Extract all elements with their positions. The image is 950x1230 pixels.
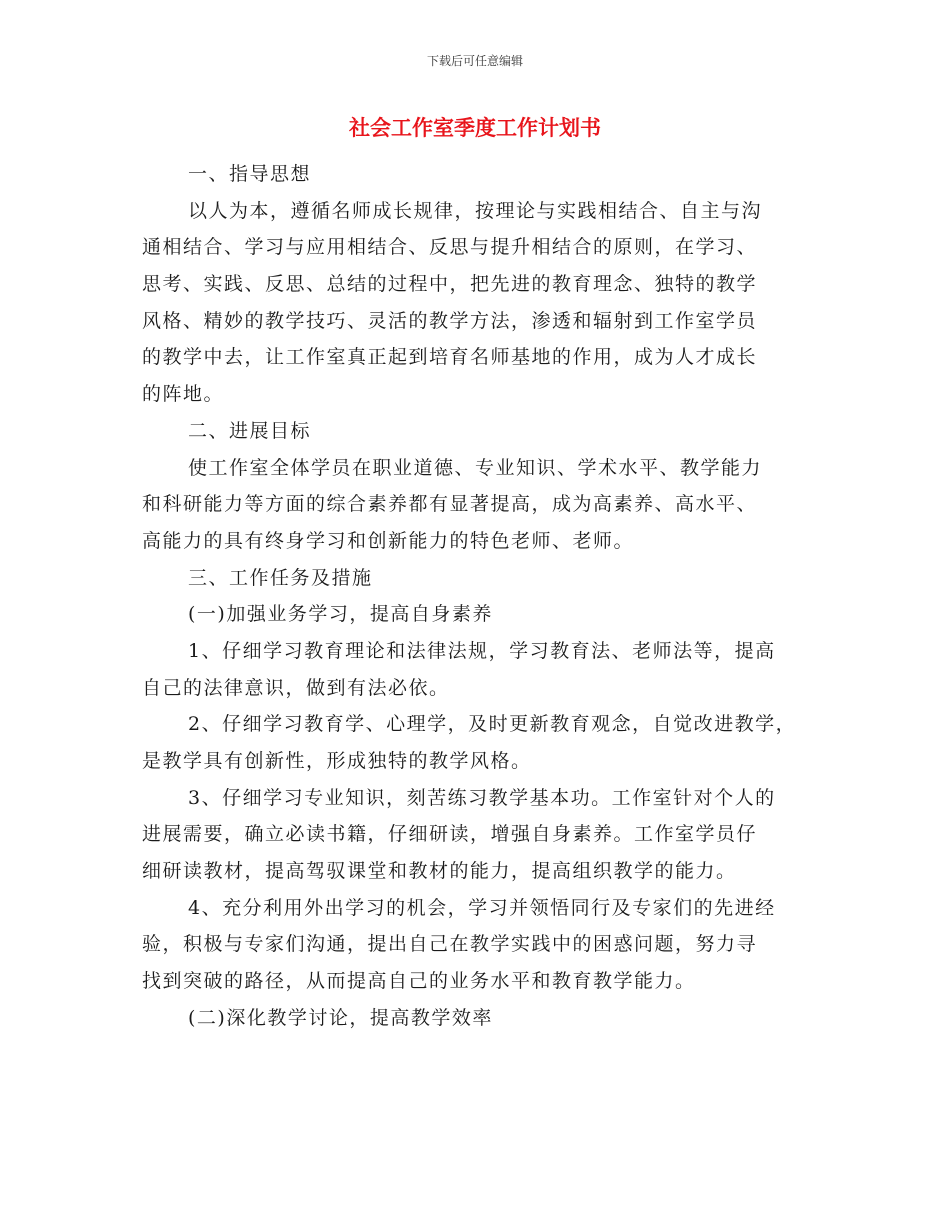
section-heading: 一、指导思想 [188, 163, 312, 185]
paragraph-line: 4、充分利用外出学习的机会，学习并领悟同行及专家们的先进经 [188, 896, 776, 919]
document-title: 社会工作室季度工作计划书 [349, 115, 601, 140]
paragraph-line: 进展需要，确立必读书籍，仔细研读，增强自身素养。工作室学员仔 [142, 823, 758, 846]
paragraph-line: 2、仔细学习教育学、心理学，及时更新教育观念，自觉改进教学， [188, 713, 797, 736]
paragraph-line: 验，积极与专家们沟通，提出自己在教学实践中的困惑问题，努力寻 [142, 933, 758, 956]
paragraph-line: 的阵地。 [142, 383, 225, 406]
paragraph-line: 通相结合、学习与应用相结合、反思与提升相结合的原则，在学习、 [142, 236, 758, 259]
paragraph-line: 使工作室全体学员在职业道德、专业知识、学术水平、教学能力 [188, 456, 763, 479]
section-heading: 三、工作任务及措施 [188, 566, 373, 589]
paragraph-line: 的教学中去，让工作室真正起到培育名师基地的作用，成为人才成长 [142, 346, 758, 369]
paragraph-line: 3、仔细学习专业知识，刻苦练习教学基本功。工作室针对个人的 [188, 786, 776, 809]
section-heading: 二、进展目标 [188, 419, 312, 442]
page-header-note: 下载后可任意编辑 [426, 54, 523, 68]
paragraph-line: 高能力的具有终身学习和创新能力的特色老师、老师。 [142, 529, 635, 552]
paragraph-line: 细研读教材，提高驾驭课堂和教材的能力，提高组织教学的能力。 [142, 860, 737, 883]
subsection-heading: (一)加强业务学习，提高自身素养 [188, 603, 493, 626]
paragraph-line: 自己的法律意识，做到有法必依。 [142, 676, 450, 699]
paragraph-line: 是教学具有创新性，形成独特的教学风格。 [142, 750, 532, 772]
paragraph-line: 和科研能力等方面的综合素养都有显著提高，成为高素养、高水平、 [142, 493, 758, 516]
subsection-heading: (二)深化教学讨论，提高教学效率 [188, 1006, 493, 1029]
paragraph-line: 1、仔细学习教育理论和法律法规，学习教育法、老师法等，提高 [188, 639, 776, 662]
paragraph-line: 找到突破的路径，从而提高自己的业务水平和教育教学能力。 [142, 970, 696, 993]
paragraph-line: 思考、实践、反思、总结的过程中，把先进的教育理念、独特的教学 [142, 273, 758, 296]
paragraph-line: 风格、精妙的教学技巧、灵活的教学方法，渗透和辐射到工作室学员 [142, 309, 758, 332]
paragraph-line: 以人为本，遵循名师成长规律，按理论与实践相结合、自主与沟 [188, 199, 763, 222]
document-body [142, 156, 832, 1037]
